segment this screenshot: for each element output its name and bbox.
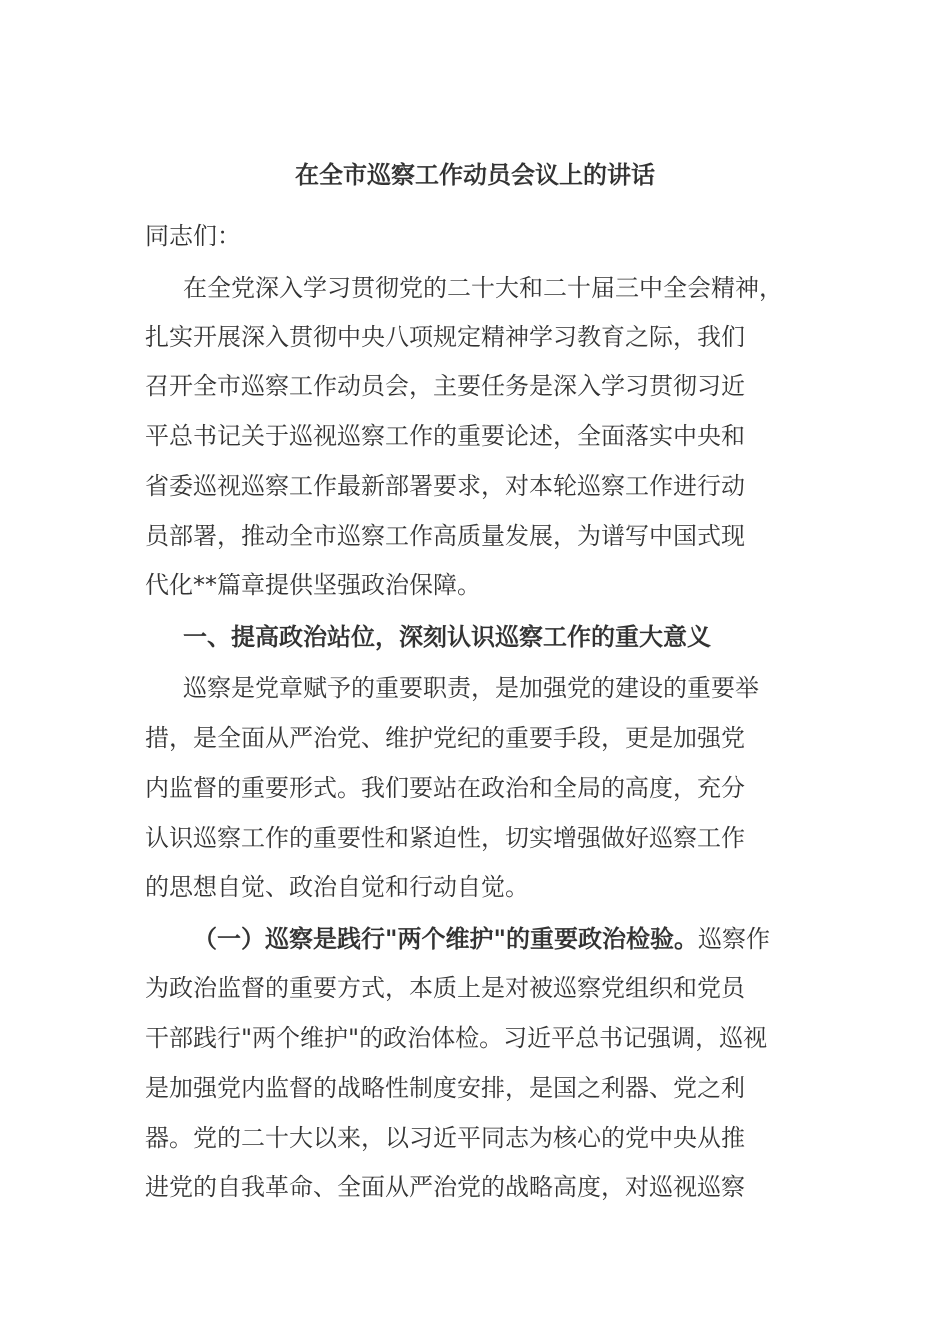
subsection-line: 器。党的二十大以来，以习近平同志为核心的党中央从推 (145, 1124, 745, 1152)
subsection-heading: （一）巡察是践行"两个维护"的重要政治检验。 (193, 925, 699, 953)
section-line: 措，是全面从严治党、维护党纪的重要手段，更是加强党 (145, 724, 745, 752)
intro-line: 在全党深入学习贯彻党的二十大和二十届三中全会精神， (183, 274, 783, 302)
intro-line: 平总书记关于巡视巡察工作的重要论述，全面落实中央和 (145, 422, 745, 450)
intro-line: 召开全市巡察工作动员会，主要任务是深入学习贯彻习近 (145, 372, 745, 400)
intro-line: 省委巡视巡察工作最新部署要求，对本轮巡察工作进行动 (145, 472, 745, 500)
intro-line: 扎实开展深入贯彻中央八项规定精神学习教育之际，我们 (145, 323, 745, 351)
subsection-line: 干部践行"两个维护"的政治体检。习近平总书记强调，巡视 (145, 1024, 768, 1052)
subsection-line: 进党的自我革命、全面从严治党的战略高度，对巡视巡察 (145, 1173, 745, 1201)
subsection-tail: 巡察作 (698, 925, 771, 953)
intro-line: 代化**篇章提供坚强政治保障。 (145, 571, 481, 599)
subsection-first-line (193, 919, 770, 959)
salutation: 同志们： (145, 222, 241, 250)
section-heading: 一、提高政治站位，深刻认识巡察工作的重大意义 (183, 623, 711, 651)
subsection-line: 为政治监督的重要方式，本质上是对被巡察党组织和党员 (145, 974, 745, 1002)
section-line: 的思想自觉、政治自觉和行动自觉。 (145, 873, 529, 901)
section-line: 内监督的重要形式。我们要站在政治和全局的高度，充分 (145, 774, 745, 802)
subsection-line: 是加强党内监督的战略性制度安排，是国之利器、党之利 (145, 1074, 745, 1102)
section-line: 认识巡察工作的重要性和紧迫性，切实增强做好巡察工作 (145, 824, 745, 852)
document-title: 在全市巡察工作动员会议上的讲话 (295, 161, 655, 189)
intro-line: 员部署，推动全市巡察工作高质量发展，为谱写中国式现 (145, 522, 745, 550)
section-line: 巡察是党章赋予的重要职责，是加强党的建设的重要举 (183, 674, 759, 702)
